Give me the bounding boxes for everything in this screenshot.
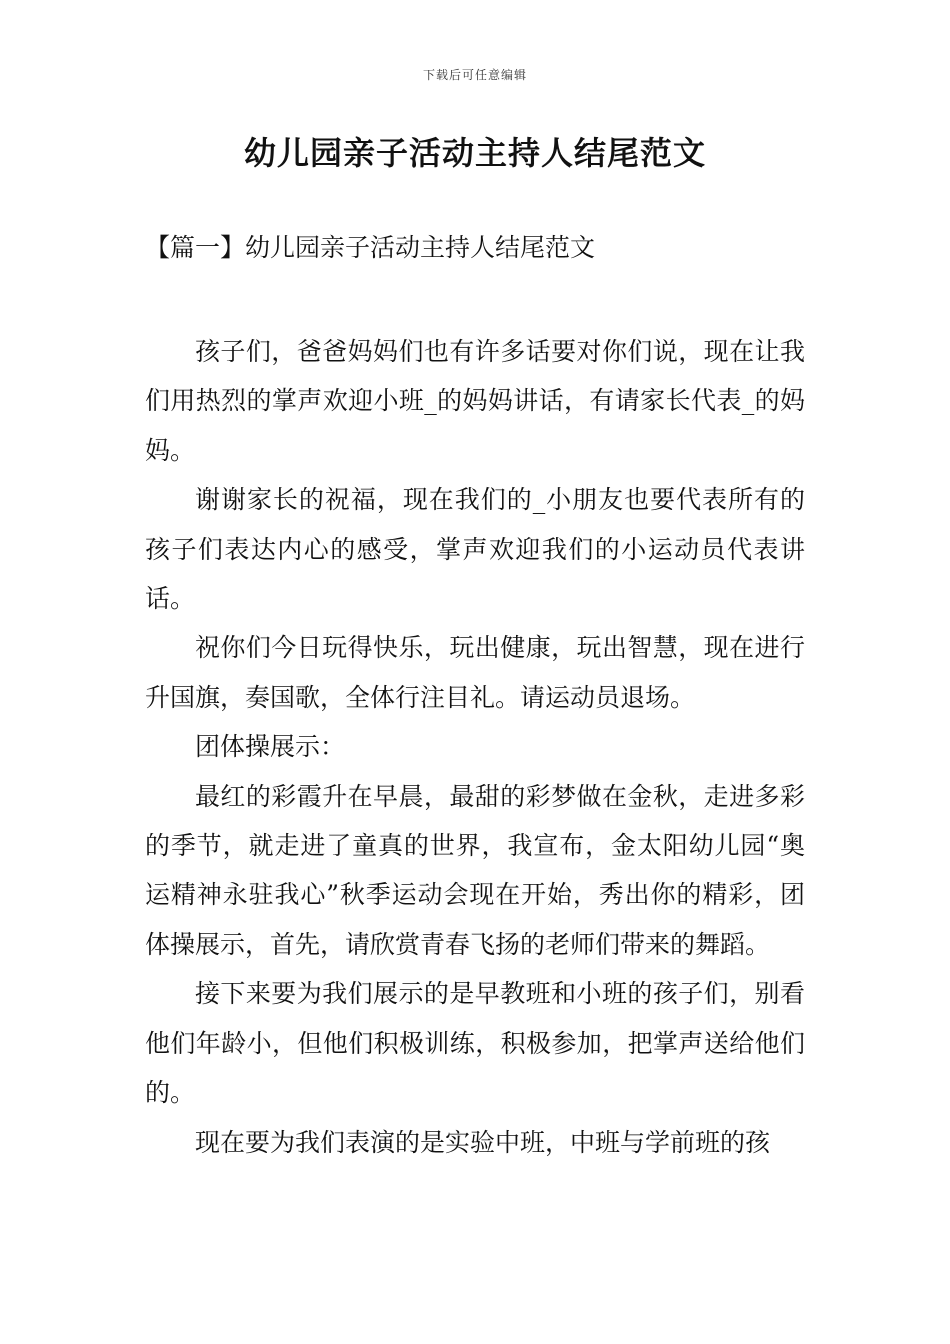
paragraph: 接下来要为我们展示的是早教班和小班的孩子们，别看他们年龄小，但他们积极训练，积极参加，把掌声送给他们的。 [145,979,805,1108]
paragraph: 团体操展示： [195,732,346,762]
document-body [145,327,805,1167]
paragraph: 祝你们今日玩得快乐，玩出健康，玩出智慧，现在进行升国旗，奏国歌，全体行注目礼。请运动员退场。 [145,633,805,712]
paragraph: 孩子们，爸爸妈妈们也有许多话要对你们说，现在让我们用热烈的掌声欢迎小班_的妈妈讲话，有请家长代表_的妈妈。 [145,337,805,465]
paragraph: 现在要为我们表演的是实验中班，中班与学前班的孩 [195,1127,771,1157]
paragraph: 谢谢家长的祝福，现在我们的_小朋友也要代表所有的孩子们表达内心的感受，掌声欢迎我们的小运动员代表讲话。 [145,485,805,614]
paragraph: 最红的彩霞升在早晨，最甜的彩梦做在金秋，走进多彩的季节，就走进了童真的世界，我宣布，金太阳幼儿园“奥运精神永驻我心”秋季运动会现在开始，秀出你的精彩，团体操展示，首先，请欣赏青春飞扬的老师们带来的舞蹈。 [145,781,805,959]
document-title: 幼儿园亲子活动主持人结尾范文 [243,134,706,172]
header-note: 下载后可任意编辑 [422,68,527,82]
section-heading: 【篇一】幼儿园亲子活动主持人结尾范文 [145,233,596,262]
